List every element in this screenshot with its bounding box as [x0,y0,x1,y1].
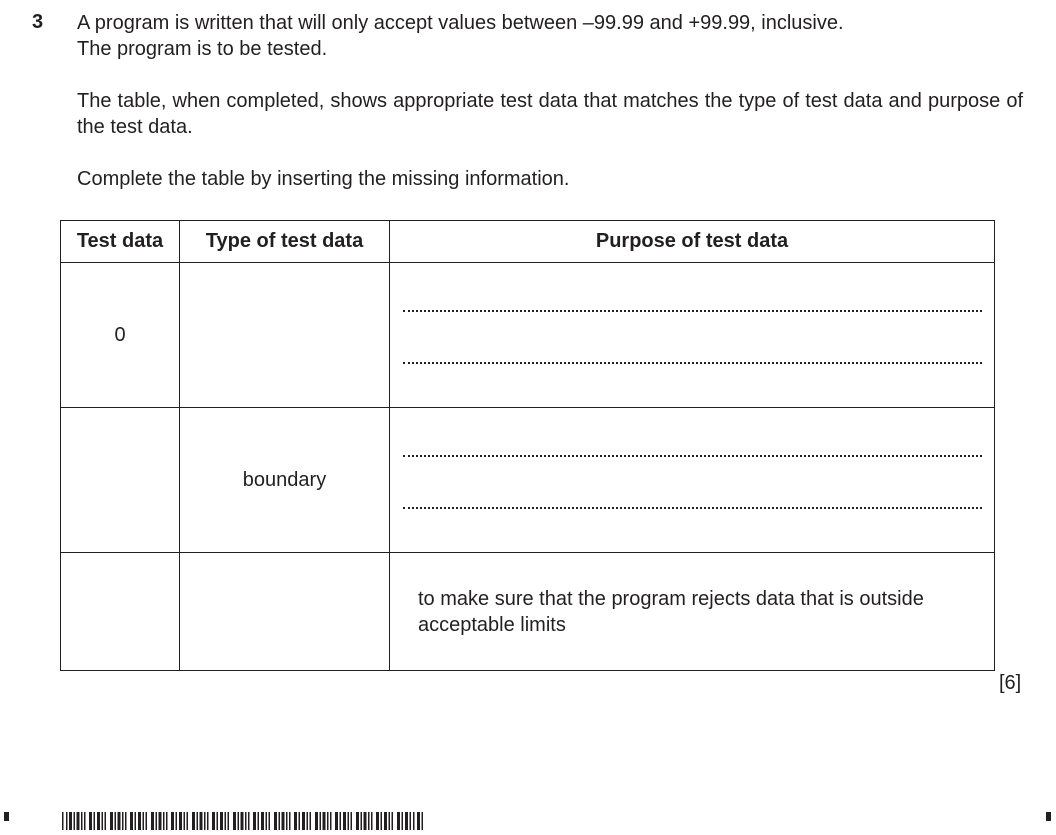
cell-type-answer-space[interactable] [180,553,390,671]
table-row [61,263,995,408]
cell-purpose [390,553,995,671]
cell-type-answer-space[interactable] [180,263,390,408]
answer-dotted-line[interactable] [403,455,982,457]
answer-dotted-line[interactable] [403,362,982,364]
header-purpose-of-test-data: Purpose of test data [390,221,995,263]
answer-dotted-line[interactable] [403,507,982,509]
cell-test-data: 0 [61,263,180,408]
cell-purpose-answer-space[interactable] [390,263,995,408]
answer-dotted-line[interactable] [403,310,982,312]
question-intro-line-2: The program is to be tested. [77,38,328,60]
cell-type: boundary [180,408,390,553]
header-test-data: Test data [61,221,180,263]
table-row [61,408,995,553]
table-row [61,553,995,671]
barcode-icon [62,812,424,830]
header-type-of-test-data: Type of test data [180,221,390,263]
cell-purpose-answer-space[interactable] [390,408,995,553]
question-intro [77,10,1037,62]
registration-mark-left [4,812,9,821]
table-header-row [61,221,995,263]
cell-test-data-answer-space[interactable] [61,553,180,671]
marks-allocation: [6] [999,672,1022,694]
question-intro-line-1: A program is written that will only accept values between –99.99 and +99.99, inclusive. [77,12,844,34]
purpose-text: to make sure that the program rejects data that is outside acceptable limits [418,587,924,636]
cell-test-data-answer-space[interactable] [61,408,180,553]
test-data-table [60,220,995,671]
registration-mark-right [1046,812,1051,821]
question-instruction: Complete the table by inserting the missing information. [77,168,570,190]
question-paragraph: The table, when completed, shows appropriate test data that matches the type of test data and purpose of the test data. [77,90,1023,138]
question-number: 3 [32,11,44,33]
